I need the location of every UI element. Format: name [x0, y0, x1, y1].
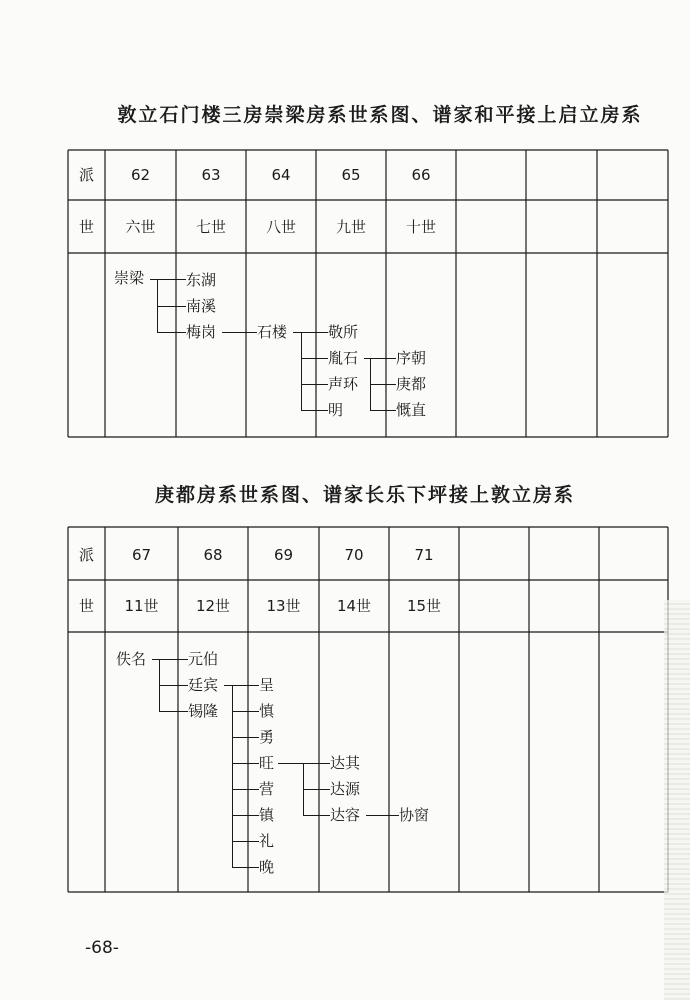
- table2-shi-11: 11世: [124, 597, 159, 615]
- tree2-connector: [366, 815, 399, 816]
- tree2-connector: [303, 789, 330, 790]
- table1-pai-label: 派: [78, 166, 94, 184]
- tree2-name-zhen: 镇: [259, 806, 275, 824]
- tree1-name-meigang: 梅岗: [186, 323, 217, 341]
- table1-shi-label: 世: [78, 218, 94, 236]
- tree1-connector: [301, 410, 328, 411]
- table2-shi-13: 13世: [266, 597, 301, 615]
- title-chongliang-lineage: 敦立石门楼三房崇梁房系世系图、谱家和平接上启立房系: [117, 104, 643, 126]
- tree2-name-darong: 达容: [330, 806, 361, 824]
- tree1-name-xuchao: 序朝: [396, 349, 427, 367]
- tree2-connector: [278, 763, 330, 764]
- table2-pai-67: 67: [131, 546, 152, 564]
- tree2-connector: [232, 763, 259, 764]
- tree2-connector: [232, 867, 259, 868]
- tree2-connector: [232, 841, 259, 842]
- tree1-connector: [301, 384, 328, 385]
- tree1-name-donghu: 东湖: [186, 271, 217, 289]
- tree2-connector: [152, 659, 188, 660]
- tree1-connector: [293, 332, 328, 333]
- table2-pai-71: 71: [414, 546, 434, 564]
- tree1-name-nanxi: 南溪: [186, 297, 217, 315]
- tree2-name-shen: 慎: [259, 702, 275, 720]
- tree1-connector: [301, 358, 328, 359]
- tree1-name-shenghuan: 声环: [328, 375, 359, 393]
- table2-shi-12: 12世: [195, 597, 231, 615]
- table1-pai-66: 66: [411, 166, 431, 184]
- tree2-name-xilong: 锡隆: [188, 702, 219, 720]
- table1-shi-6: 六世: [125, 218, 156, 236]
- tree1-connector: [150, 279, 186, 280]
- table1-shi-10: 十世: [405, 218, 436, 236]
- tree2-connector: [159, 711, 188, 712]
- tree1-name-kaizhi: 慨直: [396, 401, 427, 419]
- table2-pai-label: 派: [78, 546, 94, 564]
- tree1-connector: [222, 332, 257, 333]
- tree1-connector: [370, 410, 396, 411]
- tree2-connector: [232, 737, 259, 738]
- tree2-connector: [232, 711, 259, 712]
- table1-shi-9: 九世: [335, 218, 366, 236]
- table2-shi-14: 14世: [336, 597, 372, 615]
- tree2-connector: [303, 815, 330, 816]
- table2-pai-69: 69: [273, 546, 294, 564]
- table1-pai-62: 62: [130, 166, 151, 184]
- table2-shi-label: 世: [78, 597, 94, 615]
- tree2-name-yong: 勇: [259, 728, 275, 746]
- tree1-name-gengdu: 庚都: [396, 375, 427, 393]
- tree2-name-yuanbo: 元伯: [188, 650, 219, 668]
- tree2-connector: [224, 685, 259, 686]
- tree2-name-xiechuang: 协窗: [399, 806, 430, 824]
- tree1-name-ming: 明: [328, 401, 344, 419]
- tree1-name-jingsuo: 敬所: [328, 323, 359, 341]
- tree2-connector: [159, 685, 188, 686]
- scan-edge-shadow: [664, 600, 690, 1000]
- tree1-connector: [157, 306, 186, 307]
- tree2-connector: [232, 789, 259, 790]
- tree2-name-tingbin: 廷宾: [188, 676, 219, 694]
- tree1-connector: [370, 384, 396, 385]
- tree2-name-dayuan: 达源: [330, 780, 361, 798]
- tree1-name-shilou: 石楼: [257, 323, 288, 341]
- tree2-name-cheng: 呈: [259, 676, 275, 694]
- tree1-connector: [301, 332, 302, 411]
- tree2-name-wan: 晚: [259, 858, 275, 876]
- table1-shi-7: 七世: [195, 218, 226, 236]
- tree1-connector: [364, 358, 396, 359]
- table1-pai-63: 63: [201, 166, 221, 184]
- table1-pai-65: 65: [341, 166, 361, 184]
- table2-pai-68: 68: [203, 546, 223, 564]
- table2-shi-15: 15世: [406, 597, 442, 615]
- table1-shi-8: 八世: [265, 218, 296, 236]
- tree2-name-wang: 旺: [259, 754, 275, 772]
- tree2-name-daqi: 达其: [330, 754, 361, 772]
- table1-pai-64: 64: [271, 166, 291, 184]
- tree2-name-li: 礼: [259, 832, 275, 850]
- tree2-name-ying: 营: [259, 780, 275, 798]
- tree1-name-chongliang: 崇梁: [114, 269, 145, 287]
- table2-pai-70: 70: [344, 546, 364, 564]
- tree2-name-yiming: 佚名: [116, 650, 147, 668]
- tree2-connector: [232, 815, 259, 816]
- tree1-name-yinshi: 胤石: [328, 349, 359, 367]
- title-gengdu-lineage: 庚都房系世系图、谱家长乐下坪接上敦立房系: [154, 484, 575, 506]
- tree1-connector: [157, 332, 186, 333]
- page-number: -68-: [85, 938, 119, 958]
